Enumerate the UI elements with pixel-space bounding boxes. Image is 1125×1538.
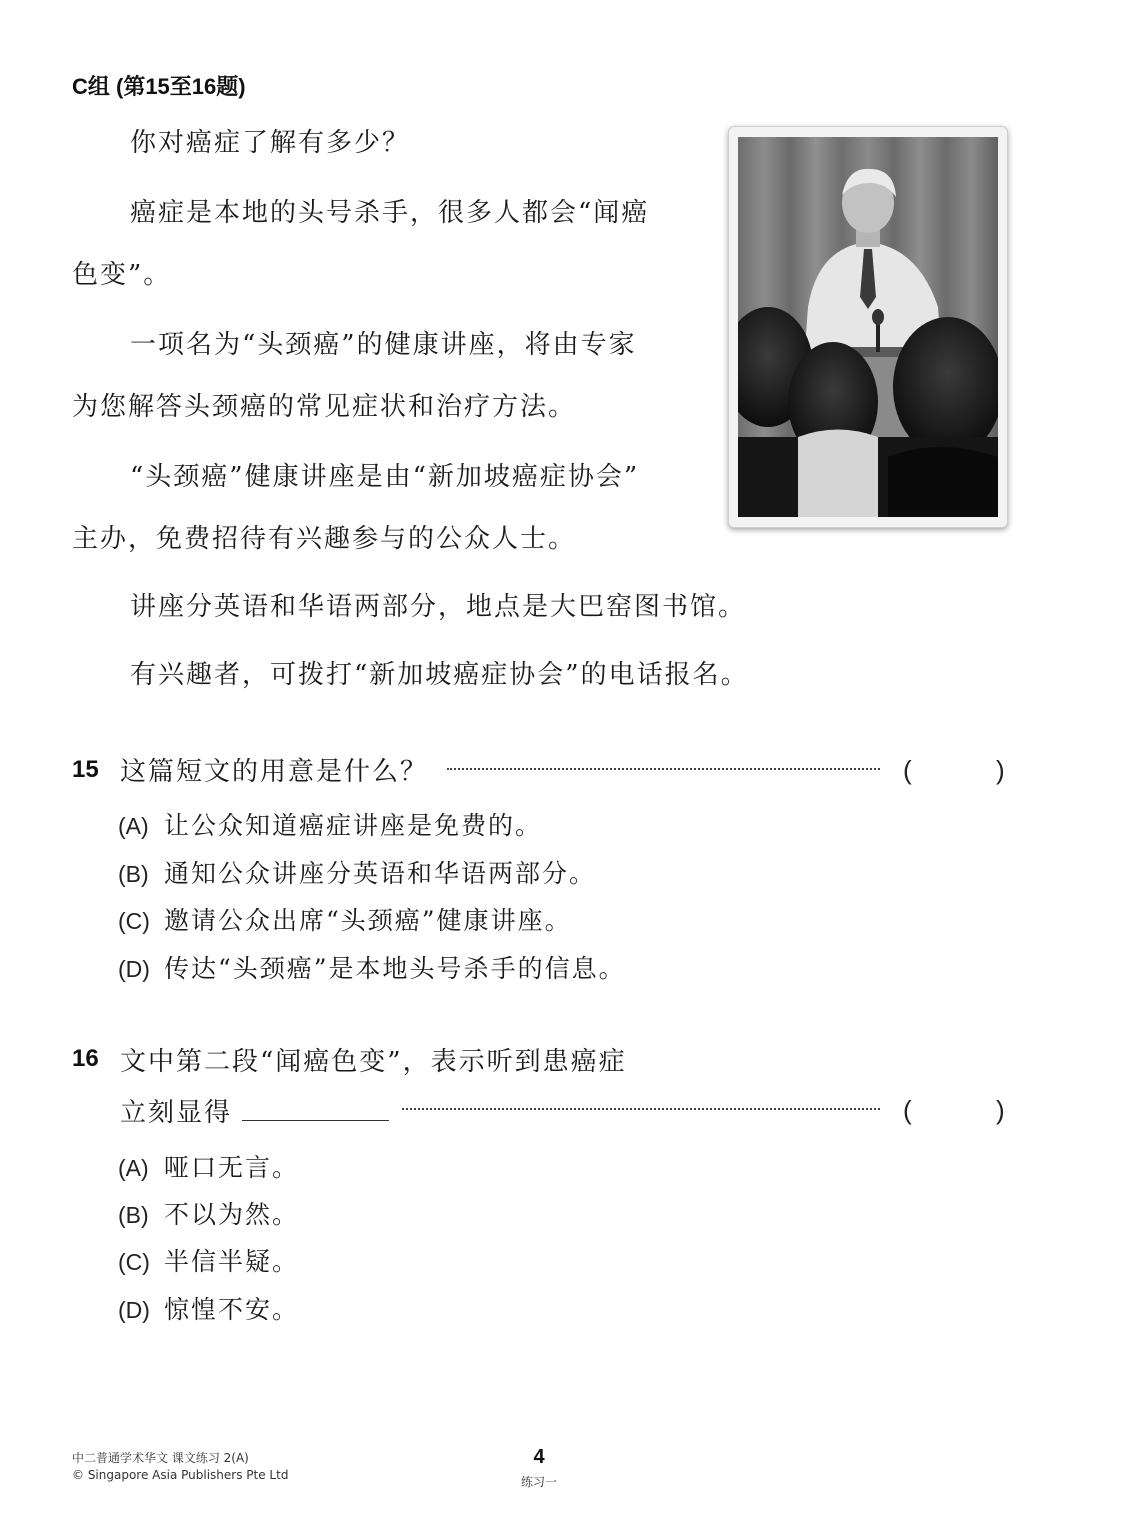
option-label: (A) xyxy=(118,813,149,839)
question-16-paren-open: ( xyxy=(903,1095,912,1125)
question-15-number: 15 xyxy=(72,756,99,783)
lecture-photo-image xyxy=(738,137,998,517)
question-16-option-d[interactable] xyxy=(118,1290,299,1326)
option-text: 惊惶不安。 xyxy=(164,1295,300,1324)
option-text: 让公众知道癌症讲座是免费的。 xyxy=(164,811,543,840)
question-16-answer-blank[interactable] xyxy=(242,1120,389,1121)
option-label: (B) xyxy=(118,861,149,887)
footer-exercise-label: 练习一 xyxy=(520,1475,557,1489)
option-label: (D) xyxy=(118,1297,150,1323)
section-header: C组 (第15至16题) xyxy=(72,74,246,99)
option-label: (A) xyxy=(118,1155,149,1181)
passage-paragraph-5: 讲座分英语和华语两部分，地点是大巴窑图书馆。 xyxy=(130,592,747,622)
option-text: 通知公众讲座分英语和华语两部分。 xyxy=(164,859,597,888)
question-16-paren-close: ) xyxy=(996,1095,1005,1125)
passage-paragraph-3-line-1: 一项名为“头颈癌”的健康讲座，将由专家 xyxy=(130,330,637,360)
option-text: 不以为然。 xyxy=(164,1200,300,1229)
question-15-dotted-leader xyxy=(447,768,880,770)
question-16-dotted-leader xyxy=(402,1108,880,1110)
footer-copyright: © Singapore Asia Publishers Pte Ltd xyxy=(72,1468,289,1482)
option-text: 传达“头颈癌”是本地头号杀手的信息。 xyxy=(164,954,626,983)
question-15-option-a[interactable] xyxy=(118,806,542,842)
option-text: 邀请公众出席“头颈癌”健康讲座。 xyxy=(164,906,572,935)
passage-paragraph-2-line-1: 癌症是本地的头号杀手，很多人都会“闻癌 xyxy=(130,198,650,228)
option-text: 半信半疑。 xyxy=(164,1247,300,1276)
question-15-stem: 这篇短文的用意是什么？ xyxy=(120,757,429,787)
passage-paragraph-2-line-2: 色变”。 xyxy=(72,260,172,290)
passage-paragraph-4-line-1: “头颈癌”健康讲座是由“新加坡癌症协会” xyxy=(130,462,640,492)
question-15-paren-open: ( xyxy=(903,755,912,785)
option-label: (C) xyxy=(118,1249,150,1275)
passage-paragraph-4-line-2: 主办，免费招待有兴趣参与的公众人士。 xyxy=(72,524,577,554)
passage-paragraph-1: 你对癌症了解有多少？ xyxy=(130,128,411,158)
question-16-number: 16 xyxy=(72,1045,99,1072)
option-label: (B) xyxy=(118,1202,149,1228)
question-16-option-b[interactable] xyxy=(118,1195,299,1231)
page-number: 4 xyxy=(533,1446,545,1468)
passage-paragraph-6: 有兴趣者，可拨打“新加坡癌症协会”的电话报名。 xyxy=(130,660,749,690)
passage-paragraph-3-line-2: 为您解答头颈癌的常见症状和治疗方法。 xyxy=(72,392,577,422)
question-15-option-c[interactable] xyxy=(118,901,572,937)
question-16-option-c[interactable] xyxy=(118,1242,299,1278)
question-15-option-d[interactable] xyxy=(118,949,626,985)
option-label: (D) xyxy=(118,956,150,982)
footer-publisher-info xyxy=(72,1450,288,1484)
question-16-option-a[interactable] xyxy=(118,1148,299,1184)
question-15-paren-close: ) xyxy=(996,755,1005,785)
option-label: (C) xyxy=(118,908,150,934)
question-15-option-b[interactable] xyxy=(118,854,596,890)
option-text: 哑口无言。 xyxy=(164,1153,300,1182)
question-16-stem-line-1: 文中第二段“闻癌色变”，表示听到患癌症 xyxy=(120,1047,627,1077)
question-16-stem-line-2: 立刻显得 xyxy=(120,1098,233,1128)
lecture-photo xyxy=(728,126,1008,528)
footer-book-title: 中二普通学术华文 课文练习 2(A) xyxy=(72,1451,249,1465)
